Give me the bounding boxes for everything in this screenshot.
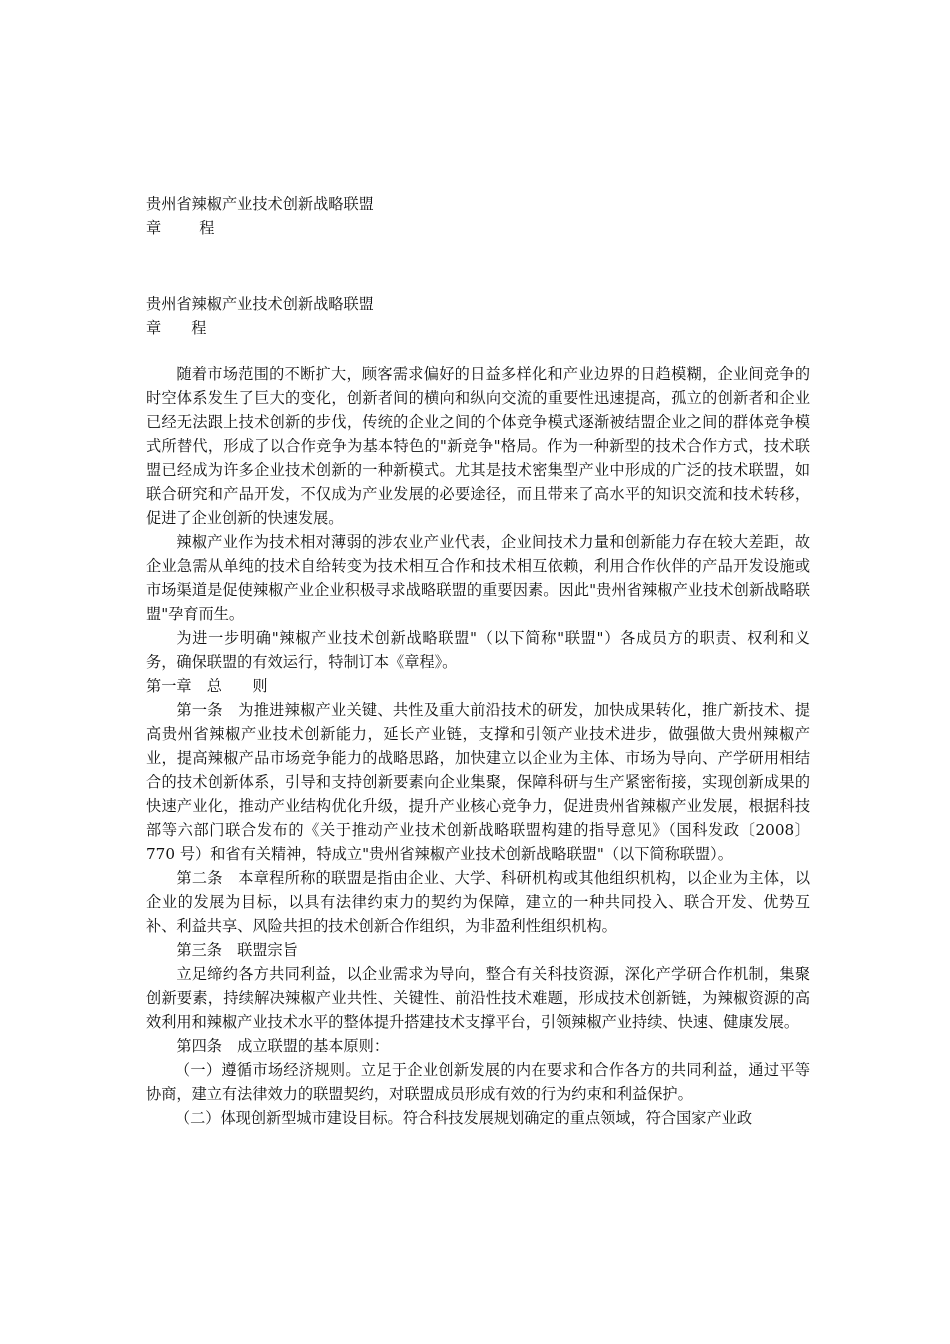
intro-paragraph-3: 为进一步明确"辣椒产业技术创新战略联盟"（以下简称"联盟"）各成员方的职责、权利和义务，确保联盟的有效运行，特制订本《章程》。 <box>146 629 810 671</box>
cover-title-group-2 <box>146 292 810 340</box>
article-1: 第一条 为推进辣椒产业关键、共性及重大前沿技术的研发，加快成果转化，推广新技术、提高贵州省辣椒产业技术创新能力，延长产业链，支撑和引领产业技术进步，做强做大贵州辣椒产业，提高辣椒产品市场竞争能力的战略思路，加快建立以企业为主体、市场为导向、产学研用相结合的技术创新体系，引导和支持创新要素向企业集聚，保障科研与生产紧密衔接，实现创新成果的快速产业化，推动产业结构优化升级，提升产业核心竞争力，促进贵州省辣椒产业发展，根据科技部等六部门联合发布的《关于推动产业技术创新战略联盟构建的指导意见》（国科发政〔2008〕770 号）和省有关精神，特成立"贵州省辣椒产业技术创新战略联盟"（以下简称联盟）。 <box>146 701 810 863</box>
intro-paragraph-2: 辣椒产业作为技术相对薄弱的涉农业产业代表，企业间技术力量和创新能力存在较大差距，故企业急需从单纯的技术自给转变为技术相互合作和技术相互依赖，利用合作伙伴的产品开发设施或市场渠道是促使辣椒产业企业积极寻求战略联盟的重要因素。因此"贵州省辣椒产业技术创新战略联盟"孕育而生。 <box>146 533 810 623</box>
cover-subtitle-1-char-a: 章 <box>146 219 162 237</box>
cover-subtitle-1 <box>146 216 810 240</box>
cover-subtitle-2 <box>146 316 810 340</box>
chapter-1-heading: 第一章 总 则 <box>146 677 268 695</box>
cover-subtitle-2-char-b: 程 <box>191 319 207 337</box>
intro-paragraph-1: 随着市场范围的不断扩大，顾客需求偏好的日益多样化和产业边界的日趋模糊，企业间竞争的时空体系发生了巨大的变化，创新者间的横向和纵向交流的重要性迅速提高，孤立的创新者和企业已经无法跟上技术创新的步伐，传统的企业之间的个体竞争模式逐渐被结盟企业之间的群体竞争模式所替代，形成了以合作竞争为基本特色的"新竞争"格局。作为一种新型的技术合作方式，技术联盟已经成为许多企业技术创新的一种新模式。尤其是技术密集型产业中形成的广泛的技术联盟，如联合研究和产品开发，不仅成为产业发展的必要途径，而且带来了高水平的知识交流和技术转移，促进了企业创新的快速发展。 <box>146 365 810 527</box>
cover-title-group-1 <box>146 192 810 240</box>
article-2: 第二条 本章程所称的联盟是指由企业、大学、科研机构或其他组织机构，以企业为主体，以企业的发展为目标，以具有法律约束力的契约为保障，建立的一种共同投入、联合开发、优势互补、利益共享、风险共担的技术创新合作组织，为非盈利性组织机构。 <box>146 869 810 935</box>
principle-2: （二）体现创新型城市建设目标。符合科技发展规划确定的重点领域，符合国家产业政 <box>174 1109 752 1127</box>
document-body <box>146 362 810 1130</box>
cover-subtitle-1-char-b: 程 <box>199 219 215 237</box>
article-3-body: 立足缔约各方共同利益，以企业需求为导向，整合有关科技资源，深化产学研合作机制，集聚创新要素，持续解决辣椒产业共性、关键性、前沿性技术难题，形成技术创新链，为辣椒资源的高效利用和辣椒产业技术水平的整体提升搭建技术支撑平台，引领辣椒产业持续、快速、健康发展。 <box>146 965 810 1031</box>
cover-title-1: 贵州省辣椒产业技术创新战略联盟 <box>146 195 374 213</box>
cover-title-2: 贵州省辣椒产业技术创新战略联盟 <box>146 295 374 313</box>
article-4-heading: 第四条 成立联盟的基本原则： <box>176 1037 390 1055</box>
article-3-heading: 第三条 联盟宗旨 <box>176 941 298 959</box>
principle-1: （一）遵循市场经济规则。立足于企业创新发展的内在要求和合作各方的共同利益，通过平等协商，建立有法律效力的联盟契约，对联盟成员形成有效的行为约束和利益保护。 <box>146 1061 810 1103</box>
cover-subtitle-2-char-a: 章 <box>146 319 162 337</box>
